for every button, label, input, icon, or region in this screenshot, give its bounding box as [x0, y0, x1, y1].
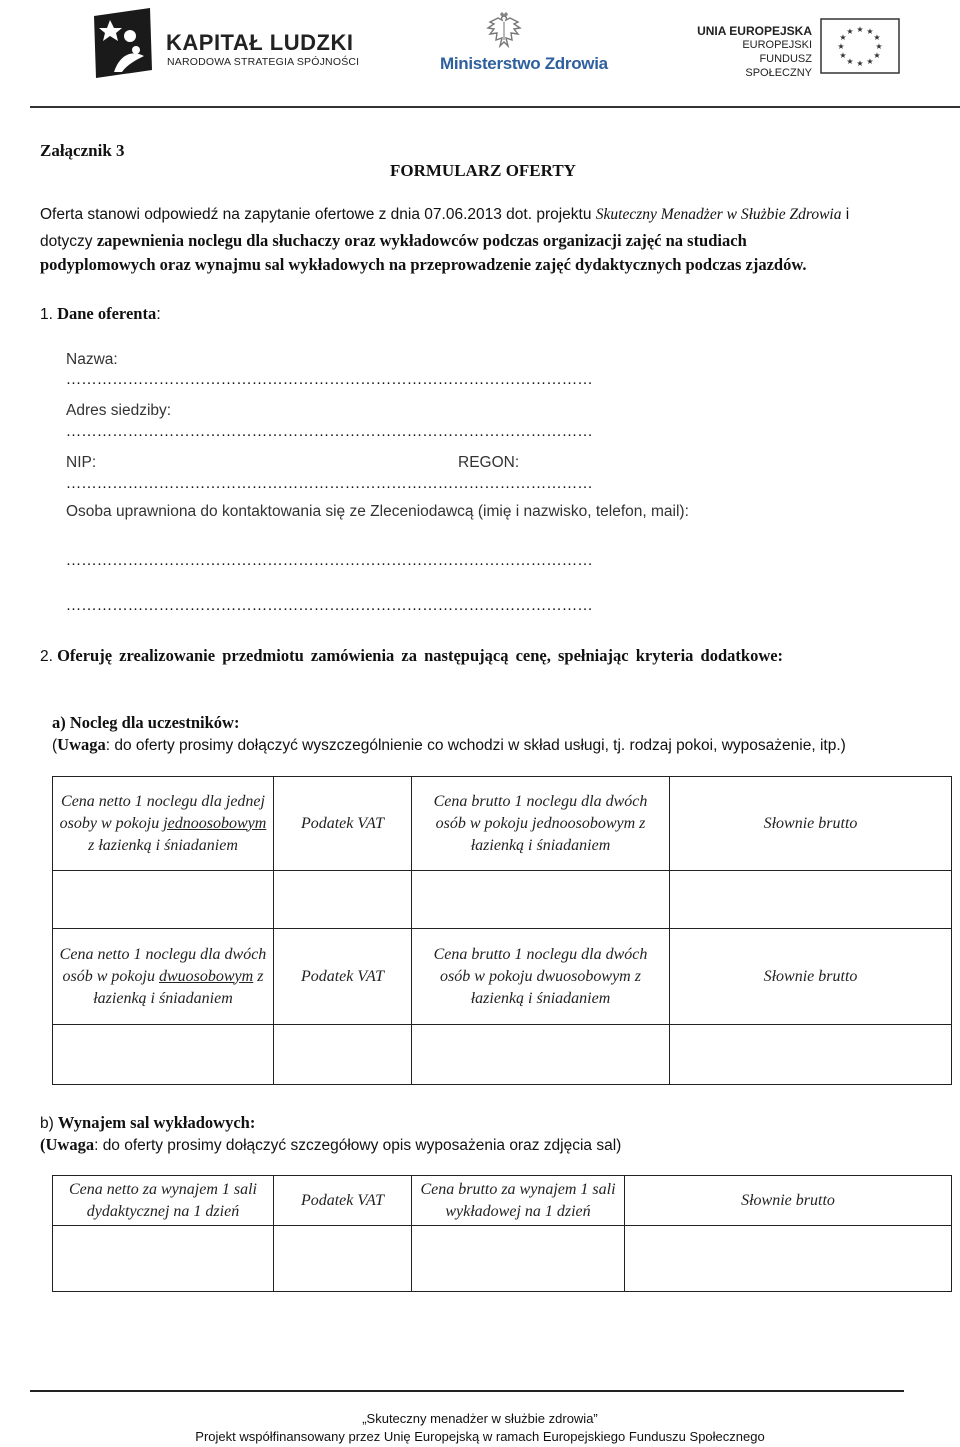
section-2-title: Oferuję zrealizowanie przedmiotu zamówienia za następującą cenę, spełniając kryteria dodatkowe: — [57, 646, 784, 665]
table-2-col-brutto: Cena brutto 1 noclegu dla dwóch osób w pokoju dwuosobowym z łazienką i śniadaniem — [412, 929, 670, 1025]
sub-a-title: Nocleg dla uczestników: — [69, 713, 240, 732]
sub-b-title: Wynajem sal wykładowych: — [57, 1113, 256, 1132]
eu-flag-icon — [820, 18, 900, 74]
table-2-cell-brutto[interactable] — [412, 1025, 670, 1085]
sub-a-note-open: ( — [52, 737, 58, 754]
table-2-col-netto-a: Cena netto 1 noclegu dla dwóch osób w pokoju — [59, 945, 267, 985]
form-title: FORMULARZ OFERTY — [390, 161, 576, 180]
table-2-header-row — [53, 929, 952, 1025]
field-name-label: Nazwa: — [66, 351, 118, 368]
sub-a-note-bold: Uwaga — [57, 735, 106, 754]
sub-b-note-rest: : do oferty prosimy dołączyć szczegółowy opis wyposażenia oraz zdjęcia sal) — [94, 1137, 622, 1154]
header-divider — [30, 106, 960, 108]
table-3-col-netto: Cena netto za wynajem 1 sali dydaktycznej na 1 dzień — [53, 1176, 274, 1226]
eu-line2: EUROPEJSKI — [742, 39, 812, 51]
table-2-col-netto-b: z łazienką i śniadaniem — [93, 967, 264, 1007]
sub-b-note-bold: (Uwaga — [40, 1135, 95, 1154]
field-contact-label: Osoba uprawniona do kontaktowania się ze Zleceniodawcą (imię i nazwisko, telefon, mail): — [66, 503, 689, 520]
section-2-number: 2. — [40, 648, 53, 665]
section-1-number: 1. — [40, 306, 53, 323]
table-3-header-row — [53, 1176, 952, 1226]
svg-text:★: ★ — [846, 57, 854, 66]
sub-a-note-rest: : do oferty prosimy dołączyć wyszczególnienie co wchodzi w skład usługi, tj. rodzaj pokoi, wyposażenie, itp.) — [105, 737, 846, 754]
table-3-col-words: Słownie brutto — [625, 1176, 952, 1226]
table-1-col-netto — [53, 777, 274, 871]
footer-divider — [30, 1390, 904, 1392]
svg-text:★: ★ — [875, 42, 883, 51]
project-name: Skuteczny Menadżer w Służbie Zdrowia — [595, 206, 842, 223]
table-3-cell-vat[interactable] — [274, 1226, 412, 1292]
svg-text:★: ★ — [837, 42, 845, 51]
table-3-cell-words[interactable] — [625, 1226, 952, 1292]
svg-text:★: ★ — [866, 57, 874, 66]
table-1-cell-netto[interactable] — [53, 871, 274, 929]
field-nip-label: NIP: — [66, 454, 97, 471]
table-1-col-vat: Podatek VAT — [274, 777, 412, 871]
table-2-col-netto-u: dwuosobowym — [158, 967, 254, 985]
section-2-heading — [40, 646, 956, 666]
table-hall-rental — [52, 1175, 952, 1292]
intro-text-2: i — [841, 206, 850, 223]
eu-logo-text — [690, 24, 812, 80]
svg-text:★: ★ — [866, 27, 874, 36]
table-3-cell-brutto[interactable] — [412, 1226, 625, 1292]
table-1-col-words: Słownie brutto — [670, 777, 952, 871]
table-2-input-row — [53, 1025, 952, 1085]
svg-text:★: ★ — [873, 51, 881, 60]
intro-bold-1: zapewnienia noclegu dla słuchaczy oraz wykładowców podczas organizacji zajęć na studiach — [96, 231, 747, 250]
ministry-name: Ministerstwo Zdrowia — [440, 54, 608, 73]
table-2-cell-vat[interactable] — [274, 1025, 412, 1085]
table-1-col-netto-u: jednoosobowym — [163, 814, 267, 832]
intro-line-1 — [40, 206, 956, 224]
sub-b-note — [40, 1135, 621, 1155]
field-contact-dots-1[interactable]: ………………………………………………………………………………………… — [66, 553, 593, 569]
sub-b-heading — [40, 1113, 255, 1133]
footer-project-name: „Skuteczny menadżer w służbie zdrowia” — [362, 1411, 598, 1426]
field-address-label: Adres siedziby: — [66, 402, 172, 419]
section-1-title: Dane oferenta — [57, 304, 157, 323]
table-3-input-row — [53, 1226, 952, 1292]
field-contact-dots-2[interactable]: ………………………………………………………………………………………… — [66, 598, 593, 614]
table-2-col-words: Słownie brutto — [670, 929, 952, 1025]
intro-bold-2: podyplomowych oraz wynajmu sal wykładowych na przeprowadzenie zajęć dydaktycznych podczas zjazdów. — [40, 255, 807, 274]
page-header — [0, 0, 960, 110]
table-1-input-row — [53, 871, 952, 929]
intro-text-1: Oferta stanowi odpowiedź na zapytanie ofertowe z dnia 07.06.2013 dot. projektu — [40, 206, 596, 223]
field-name-dots[interactable]: ………………………………………………………………………………………… — [66, 372, 593, 388]
svg-text:★: ★ — [846, 27, 854, 36]
sub-a-heading — [52, 713, 239, 733]
field-nip-regon-dots[interactable]: ………………………………………………………………………………………… — [66, 476, 593, 492]
field-regon-label: REGON: — [458, 454, 520, 471]
table-2-col-netto — [53, 929, 274, 1025]
table-single-room — [52, 776, 952, 929]
table-1-cell-words[interactable] — [670, 871, 952, 929]
annex-label: Załącznik 3 — [40, 141, 125, 160]
table-1-col-netto-b: z łazienką i śniadaniem — [88, 836, 238, 854]
footer-cofinancing: Projekt współfinansowany przez Unię Europejską w ramach Europejskiego Funduszu Społecznego — [195, 1429, 765, 1444]
table-3-col-vat: Podatek VAT — [274, 1176, 412, 1226]
field-address-dots[interactable]: ………………………………………………………………………………………… — [66, 424, 593, 440]
table-2-col-vat: Podatek VAT — [274, 929, 412, 1025]
table-1-col-netto-a: Cena netto 1 noclegu dla jednej osoby w pokoju — [59, 792, 265, 832]
section-1-heading — [40, 304, 161, 324]
svg-text:★: ★ — [839, 51, 847, 60]
section-1-colon: : — [156, 305, 161, 323]
svg-text:★: ★ — [873, 33, 881, 42]
svg-text:★: ★ — [856, 59, 864, 68]
table-2-cell-netto[interactable] — [53, 1025, 274, 1085]
intro-line-2 — [40, 231, 956, 251]
table-1-col-brutto: Cena brutto 1 noclegu dla dwóch osób w pokoju jednoosobowym z łazienką i śniadaniem — [412, 777, 670, 871]
eu-line3: FUNDUSZ SPOŁECZNY — [745, 53, 812, 79]
svg-text:★: ★ — [856, 25, 864, 34]
kapital-ludzki-logo-icon — [92, 6, 154, 80]
table-2-cell-words[interactable] — [670, 1025, 952, 1085]
sub-b-label: b) — [40, 1115, 54, 1132]
kapital-ludzki-subtitle: NARODOWA STRATEGIA SPÓJNOŚCI — [167, 56, 360, 68]
table-1-cell-brutto[interactable] — [412, 871, 670, 929]
table-1-header-row — [53, 777, 952, 871]
table-3-col-brutto: Cena brutto za wynajem 1 sali wykładowej na 1 dzień — [412, 1176, 625, 1226]
kapital-ludzki-title: KAPITAŁ LUDZKI — [166, 30, 354, 55]
sub-a-label: a) — [52, 713, 66, 732]
table-double-room — [52, 928, 952, 1085]
table-3-cell-netto[interactable] — [53, 1226, 274, 1292]
sub-a-note — [52, 735, 846, 755]
eu-line1: UNIA EUROPEJSKA — [697, 24, 812, 38]
table-1-cell-vat[interactable] — [274, 871, 412, 929]
eagle-emblem-icon — [484, 12, 524, 54]
svg-text:★: ★ — [839, 33, 847, 42]
intro-text-3: dotyczy — [40, 233, 97, 250]
